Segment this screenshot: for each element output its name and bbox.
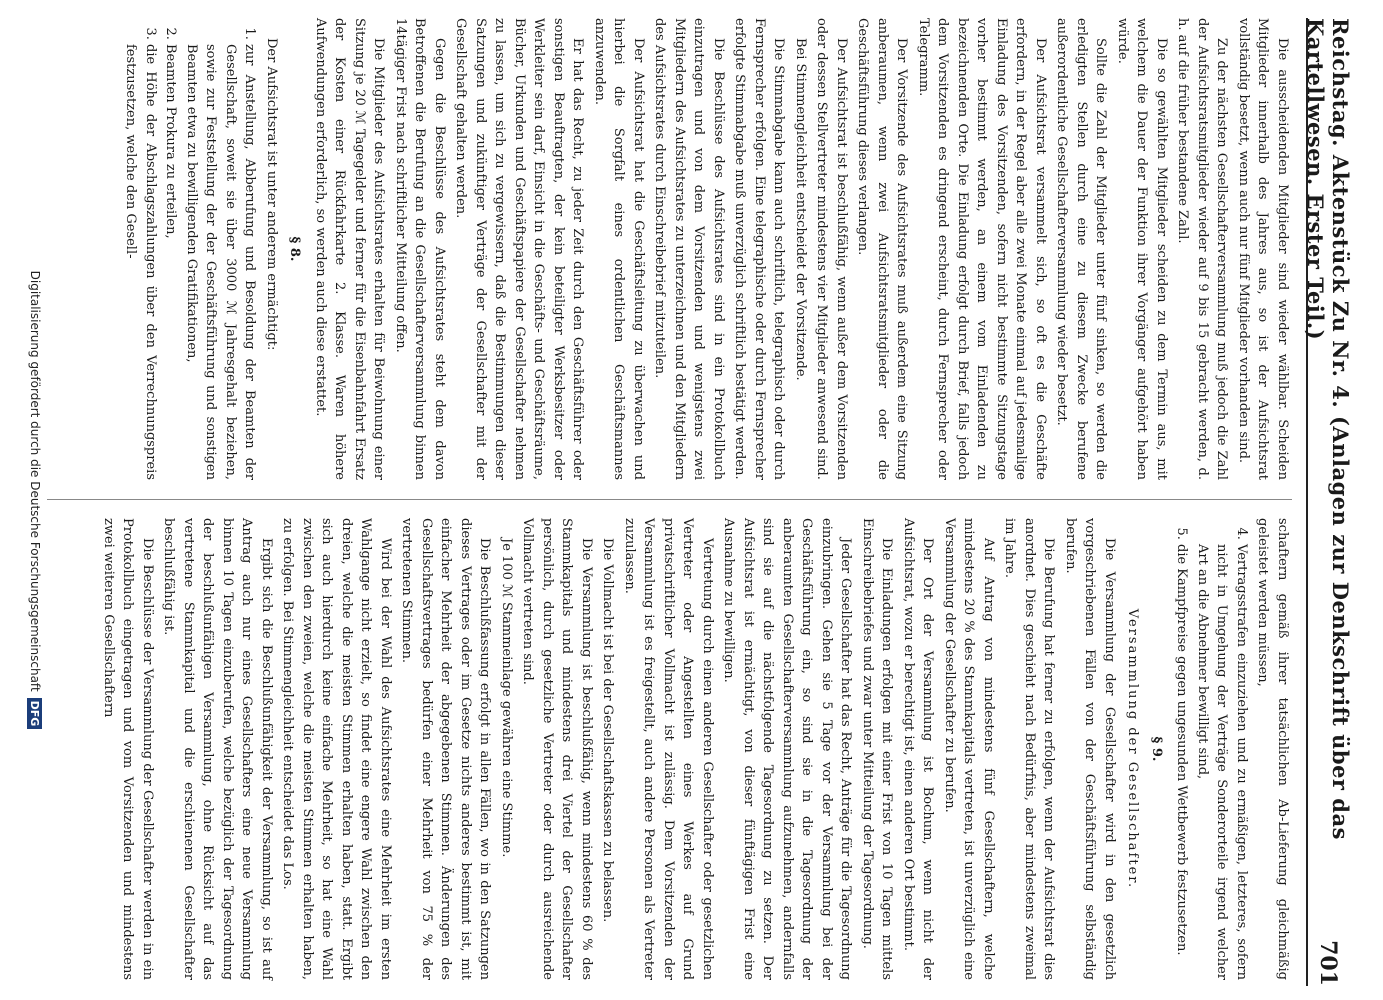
list-item: 3. die Höhe der Abschlagszahlungen über den Verrechnungspreis festzusetzen, welche den Gesell- <box>121 44 160 480</box>
paragraph: Die ausscheidenden Mitglieder sind wieder wählbar. Scheiden Mitglieder innerhalb des Jahres aus, so ist der Aufsichtsrat vollständig besetzt, wenn auch nur fünf Mitglieder vorhanden sind. <box>1236 18 1290 480</box>
list-item: 2. Beamten Prokura zu erteilen, <box>161 44 181 480</box>
paragraph: Die Berufung hat ferner zu erfolgen, wenn der Aufsichtsrat dies anordnet. Dies geschieht nach Bedürfnis, aber mindestens zweimal im Jahre. <box>1002 518 1057 980</box>
column-divider <box>47 499 1292 500</box>
paragraph: Gegen die Beschlüsse des Aufsichtsrates steht dem davon Betroffenen die Berufung an die Gesellschafterversammlung binnen 14tägiger Frist nach schriftlicher Mitteilung offen. <box>393 18 447 480</box>
paragraph: Je 100 ℳ Stammeinlage gewähren eine Stimme. <box>499 538 514 858</box>
paragraph: Er hat das Recht, zu jeder Zeit durch den Geschäftsführer oder sonstigen Beauftragten, der kein beteiligter Werksbesitzer oder Werkleiter sein darf, Einsicht in die Geschäfts- und Geschäftsräume, Bücher, Urkunden und Geschäftspapiere der Gesellschafter nehmen zu lassen, um sich zu vergewissern, daß die Bestimmungen dieser Satzungen und zukünftiger Verträge der Gesellschafter mit der Gesellschaft gehalten werden. <box>453 18 586 480</box>
paragraph: Vertretung durch einen anderen Gesellschafter oder gesetzlichen Vertreter oder Angestellten eines Werkes auf Grund privatschriftlicher Vollmacht ist zulässig. Dem Vorsitzenden der Versammlung ist es freigestellt, auch andere Personen als Vertreter zuzulassen. <box>622 518 715 980</box>
footer-text: Digitalisierung gefördert durch die Deutsche Forschungsgemeinschaft <box>28 270 42 692</box>
right-column <box>97 518 1293 980</box>
section-heading: § 9. <box>1149 736 1164 762</box>
paragraph: Der Aufsichtsrat hat die Geschäftsleitung zu überwachen und hierbei die Sorgfalt eines ordentlichen Geschäftsmannes anzuwenden. <box>592 18 646 480</box>
paragraph: Wird bei der Wahl des Aufsichtsrates eine Mehrheit im ersten Wahlgange nicht erzielt, so findet eine engere Wahl zwischen den dreien, welche die meisten Stimmen erhalten haben, statt. Ergibt sich auch hierdurch keine einfache Mehrheit, so hat eine Wahl zwischen den zweien, welche die meisten Stimmen erhalten haben, zu erfolgen. Bei Stimmengleichheit entscheidet das Los. <box>280 518 393 980</box>
list-item: 5. die Kampfpreise gegen ungesunden Wettbewerb festzusetzen. <box>1172 544 1192 980</box>
paragraph: Die Versammlung der Gesellschafter wird in den gesetzlich vorgeschriebenen Fällen von der Geschäftsführung selbständig berufen. <box>1063 518 1117 980</box>
paragraph: Die Beschlußfassung erfolgt in allen Fällen, wo in den Satzungen dieses Vertrages oder im Gesetze nichts anderes bestimmt ist, mit einfacher Mehrheit der abgegebenen Stimmen. Änderungen des Gesellschaftsvertrages bedürfen einer Mehrheit von 75 % der vertretenen Stimmen. <box>399 518 493 980</box>
paragraph: Sollte die Zahl der Mitglieder unter fünf sinken, so werden die erledigten Stellen durch eine zu diesem Zwecke berufene außerordentliche Gesellschafterversammlung wieder besetzt. <box>1054 18 1109 480</box>
paragraph: schaftern gemäß ihrer tatsächlichen Ab-Lieferung gleichmäßig geleistet werden müssen, <box>1255 518 1290 980</box>
page-title: Reichstag. Aktenstück Zu Nr. 4. (Anlagen zur Denkschrift über das Kartellwesen. Erster Teil.) <box>1303 18 1353 840</box>
paragraph: Die Stimmabgabe kann auch schriftlich, telegraphisch oder durch Fernsprecher erfolgen. Eine telegraphische oder durch Fernsprecher erfolgte Stimmabgabe muß unverzüglich schriftlich bestätigt werden. <box>732 18 787 480</box>
paragraph: Jeder Gesellschafter hat das Recht, Anträge für die Tagesordnung einzubringen. Gehen sie 5 Tage vor der Versammlung bei der Geschäftsführung ein, so sind sie in die Tagesordnung der anberaumten Gesellschafterversammlung aufzunehmen, andernfalls sind sie auf die nächstfolgende Tagesordnung zu setzen. Der Aufsichtsrat ist ermächtigt, von dieser fünftägigen Frist eine Ausnahme zu bewilligen. <box>721 518 854 980</box>
section-subheading: Versammlung der Gesellschafter. <box>1125 608 1141 890</box>
paragraph: Der Vorsitzende des Aufsichtsrates muß außerdem eine Sitzung anberaumen, wenn zwei Aufsichtsratsmitglieder oder die Geschäftsführung dieses verlangen. <box>855 18 910 480</box>
paragraph: Der Aufsichtsrat ist unter anderem ermächtigt: <box>264 38 279 351</box>
numbered-list <box>1172 518 1251 980</box>
list-item: 1. zur Anstellung, Abberufung und Besoldung der Beamten der Gesellschaft, soweit sie über 3000 ℳ Jahresgehalt beziehen, sowie zur Feststellung der der Geschäftsführung und sonstigen Beamten etwa zu bewilligenden Gratifikationen, <box>182 44 260 480</box>
list-item: 4. Vertragsstrafen einzuziehen und zu ermäßigen, letzteres, sofern nicht in Umgehung der Verträge Sonderorteile irgend welcher Art an die Abnehmer bewilligt sind, <box>1193 544 1252 980</box>
paragraph: Zu der nächsten Gesellschafterversammlung muß jedoch die Zahl der Aufsichtsratsmitglieder wieder auf 9 bis 15 gebracht werden, d. h. auf die früher bestandene Zahl. <box>1175 18 1230 480</box>
paragraph: Die Vollmacht ist bei der Gesellschaftskassen zu belassen. <box>600 538 616 923</box>
page-number: 701 <box>1315 940 1341 986</box>
paragraph: Die Beschlüsse des Aufsichtsrates sind in ein Protokollbuch einzutragen und von dem Vorsitzenden und wenigstens zwei Mitgliedern des Aufsichtsrates zu unterzeichnen und den Mitgliedern des Aufsichtsrates durch Einschreibebrief mitzuteilen. <box>652 18 726 480</box>
paragraph: Der Aufsichtsrat versammelt sich, so oft es die Geschäfte erfordern, in der Regel aber alle zwei Monate einmal auf jedesmalige Einladung des Vorsitzenden, sofern nicht bestimmte Sitzungstage vorher bestimmt werden, an einem vom Einladenden zu bezeichnenden Orte. Die Einladung erfolgt durch Brief, falls jedoch dem Vorsitzenden es dringend erscheint, durch Fernsprecher oder Telegramm. <box>916 18 1048 480</box>
paragraph: Die Beschlüsse der Versammlung der Gesellschafter werden in ein Protokollbuch eingetragen und vom Vorsitzenden und mindestens zwei weiteren Gesellschaftern <box>101 518 155 980</box>
paragraph: Auf Antrag von mindestens fünf Gesellschaftern, welche mindestens 20 % des Stammkapitals vertreten, ist unverzüglich eine Versammlung der Gesellschafter zu berufen. <box>942 518 996 980</box>
paragraph: Die Versammlung ist beschlußfähig, wenn mindestens 60 % des Stammkapitals und mindestens drei Viertel der Gesellschafter persönlich, durch gesetzliche Vertreter oder durch ausreichende Vollmacht vertreten sind. <box>520 518 594 980</box>
left-column <box>119 18 1292 480</box>
paragraph: Die Mitglieder des Aufsichtsrates erhalten für Beiwohnung einer Sitzung je 20 ℳ Tagegelder und ferner für die Eisenbahnfahrt Ersatz der Kosten einer Rückfahrkarte 2. Klasse. Waren höhere Aufwendungen erforderlich, so werden auch diese erstattet. <box>313 18 387 480</box>
paragraph: Die Einladungen erfolgen mit einer Frist von 10 Tagen mittels Einschreibebriefes und zwar unter Mitteilung der Tagesordnung. <box>860 518 895 980</box>
page-header <box>1303 18 1353 986</box>
paragraph: Ergibt sich die Beschlußunfähigkeit der Versammlung, so ist auf Antrag auch nur eines Gesellschafters eine neue Versammlung binnen 10 Tagen einzuberufen, welche bezüglich der Tagesordnung der beschlußunfähigen Versammlung, ohne Rücksicht auf das vertretene Stammkapital und die erschienenen Gesellschafter beschlußfähig ist. <box>161 518 274 980</box>
digitization-footer <box>15 0 55 1000</box>
paragraph: Bei Stimmengleichheit entscheidet der Vorsitzende. <box>793 38 808 381</box>
numbered-list <box>121 18 260 480</box>
paragraph: Der Ort der Versammlung ist Bochum, wenn nicht der Aufsichtsrat, wozu er berechtigt ist, einen anderen Ort bestimmt. <box>901 518 936 980</box>
document-page <box>38 18 1353 986</box>
section-heading: § 8. <box>287 236 303 262</box>
dfg-logo-icon: DFG <box>28 698 43 730</box>
paragraph: Der Aufsichtsrat ist beschlußfähig, wenn außer dem Vorsitzenden oder dessen Stellvertreter mindestens vier Mitglieder anwesend sind. <box>814 18 849 480</box>
paragraph: Die so gewählten Mitglieder scheiden zu dem Termin aus, mit welchem die Dauer der Funktion ihrer Vorgänger aufgehört haben würde. <box>1115 18 1169 480</box>
